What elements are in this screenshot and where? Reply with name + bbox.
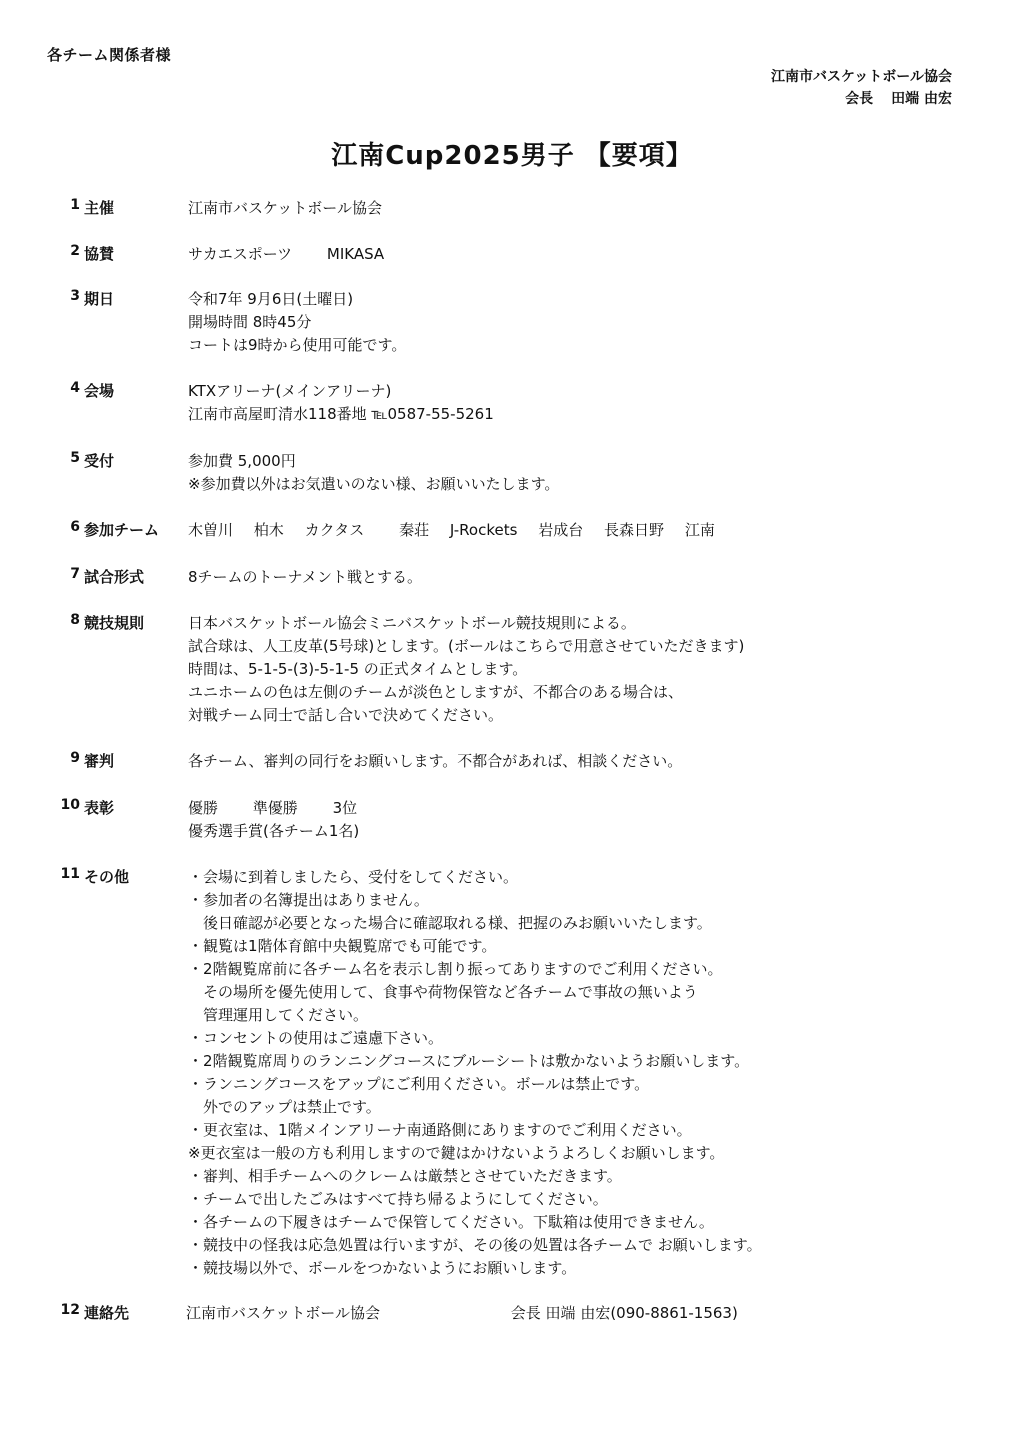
section-body bbox=[188, 612, 744, 727]
body-line: ・観覧は1階体育館中央観覧席でも可能です。 bbox=[188, 937, 497, 955]
body-line: 後日確認が必要となった場合に確認取れる様、把握のみお願いいたします。 bbox=[188, 914, 712, 932]
award-name: 3位 bbox=[332, 799, 358, 817]
body-line: ・コンセントの使用はご遠慮下さい。 bbox=[188, 1029, 444, 1047]
section-body bbox=[188, 519, 731, 542]
section-label: 審判 bbox=[84, 752, 115, 770]
section-label: 期日 bbox=[84, 290, 115, 308]
section-body bbox=[188, 866, 762, 1280]
page-title: 江南Cup2025男子 【要項】 bbox=[331, 141, 693, 171]
award-name: 準優勝 bbox=[252, 799, 298, 817]
body-line: 対戦チーム同士で話し合いで決めてください。 bbox=[188, 706, 504, 724]
body-line: ・会場に到着しましたら、受付をしてください。 bbox=[188, 868, 519, 886]
body-line: KTXアリーナ(メインアリーナ) bbox=[188, 382, 392, 400]
body-line: 江南市高屋町清水118番地 ℡0587-55-5261 bbox=[188, 405, 494, 423]
section-number: 3 bbox=[70, 288, 80, 304]
section-body bbox=[188, 566, 422, 589]
body-line: 試合球は、人工皮革(5号球)とします。(ボールはこちらで用意させていただきます) bbox=[188, 637, 745, 655]
addressee: 各チーム関係者様 bbox=[47, 46, 172, 64]
section-label: 参加チーム bbox=[84, 521, 160, 539]
team-name: 秦荘 bbox=[399, 521, 430, 539]
section-body bbox=[188, 750, 682, 773]
section-number: 8 bbox=[70, 612, 80, 628]
section-number: 2 bbox=[70, 243, 80, 259]
body-line: ・競技中の怪我は応急処置は行いますが、その後の処置は各チームで お願いします。 bbox=[188, 1236, 762, 1254]
section-number: 4 bbox=[70, 380, 80, 396]
body-line: 外でのアップは禁止です。 bbox=[188, 1098, 381, 1116]
body-line: ・各チームの下履きはチームで保管してください。下駄箱は使用できません。 bbox=[188, 1213, 714, 1231]
contact-org: 江南市バスケットボール協会 bbox=[186, 1304, 380, 1322]
body-line: 参加費 5,000円 bbox=[188, 452, 296, 470]
body-line: ・2階観覧席周りのランニングコースにブルーシートは敷かないようお願いします。 bbox=[188, 1052, 750, 1070]
body-line: ・2階観覧席前に各チーム名を表示し割り振ってありますのでご利用ください。 bbox=[188, 960, 723, 978]
section-body bbox=[188, 288, 406, 357]
team-name: 江南 bbox=[684, 521, 715, 539]
section-label: 試合形式 bbox=[84, 568, 145, 586]
section-label: 協賛 bbox=[84, 245, 115, 263]
section-number: 10 bbox=[60, 797, 80, 813]
section-number: 12 bbox=[60, 1302, 80, 1318]
body-line: 令和7年 9月6日(土曜日) bbox=[188, 290, 354, 308]
body-line: ※参加費以外はお気遣いのない様、お願いいたします。 bbox=[188, 475, 560, 493]
body-line: ・ランニングコースをアップにご利用ください。ボールは禁止です。 bbox=[188, 1075, 650, 1093]
team-name: 岩成台 bbox=[538, 521, 584, 539]
body-line: ※更衣室は一般の方も利用しますので鍵はかけないようよろしくお願いします。 bbox=[188, 1144, 725, 1162]
award-name: 優勝 bbox=[188, 799, 219, 817]
sender-org: 江南市バスケットボール協会 bbox=[770, 69, 952, 85]
section-body bbox=[186, 1302, 738, 1323]
section-number: 7 bbox=[70, 566, 80, 582]
body-line: ・競技場以外で、ボールをつかないようにお願いします。 bbox=[188, 1259, 577, 1277]
body-line: ユニホームの色は左側のチームが淡色としますが、不都合のある場合は、 bbox=[188, 683, 684, 701]
body-line: ・チームで出したごみはすべて持ち帰るようにしてください。 bbox=[188, 1190, 608, 1208]
body-line: 優秀選手賞(各チーム1名) bbox=[188, 822, 360, 840]
section-body bbox=[188, 450, 559, 496]
team-name: J-Rockets bbox=[449, 521, 518, 539]
section-label: 競技規則 bbox=[84, 614, 145, 632]
body-line: 江南市バスケットボール協会 bbox=[188, 199, 382, 217]
team-name: 長森日野 bbox=[604, 521, 665, 539]
body-line: 8チームのトーナメント戦とする。 bbox=[188, 568, 422, 586]
section-label: 主催 bbox=[84, 199, 115, 217]
section-number: 11 bbox=[60, 866, 80, 882]
section-label: 表彰 bbox=[84, 799, 115, 817]
section-body bbox=[188, 380, 494, 426]
section-body bbox=[188, 197, 382, 220]
section-label: その他 bbox=[84, 868, 130, 886]
section-number: 9 bbox=[70, 750, 80, 766]
sponsor-name: MIKASA bbox=[326, 245, 385, 263]
body-line: コートは9時から使用可能です。 bbox=[188, 336, 407, 354]
section-label: 会場 bbox=[84, 382, 115, 400]
body-line: ・参加者の名簿提出はありません。 bbox=[188, 891, 429, 909]
team-name: 柏木 bbox=[253, 521, 284, 539]
team-name: 木曽川 bbox=[188, 521, 234, 539]
sender-name: 田端 由宏 bbox=[891, 91, 952, 107]
sponsor-name: サカエスポーツ bbox=[188, 245, 293, 263]
contact-person: 会長 田端 由宏(090-8861-1563) bbox=[510, 1304, 738, 1322]
body-line: 日本バスケットボール協会ミニバスケットボール競技規則による。 bbox=[188, 614, 636, 632]
section-number: 5 bbox=[70, 450, 80, 466]
body-line: ・審判、相手チームへのクレームは厳禁とさせていただきます。 bbox=[188, 1167, 622, 1185]
sender-block bbox=[771, 66, 952, 110]
section-number: 1 bbox=[70, 197, 80, 213]
body-line: 管理運用してください。 bbox=[188, 1006, 369, 1024]
body-line: 時間は、5-1-5-(3)-5-1-5 の正式タイムとします。 bbox=[188, 660, 528, 678]
section-body bbox=[188, 243, 400, 266]
body-line: その場所を優先使用して、食事や荷物保管など各チームで事故の無いよう bbox=[188, 983, 698, 1001]
section-number: 6 bbox=[70, 519, 80, 535]
body-line: 各チーム、審判の同行をお願いします。不都合があれば、相談ください。 bbox=[188, 752, 683, 770]
section-label: 受付 bbox=[84, 452, 115, 470]
body-line: 開場時間 8時45分 bbox=[188, 313, 312, 331]
sender-role: 会長 bbox=[845, 91, 874, 107]
body-line: ・更衣室は、1階メインアリーナ南通路側にありますのでご利用ください。 bbox=[188, 1121, 692, 1139]
section-label: 連絡先 bbox=[84, 1304, 130, 1322]
team-name: カクタス bbox=[304, 521, 365, 539]
section-body bbox=[188, 797, 373, 843]
